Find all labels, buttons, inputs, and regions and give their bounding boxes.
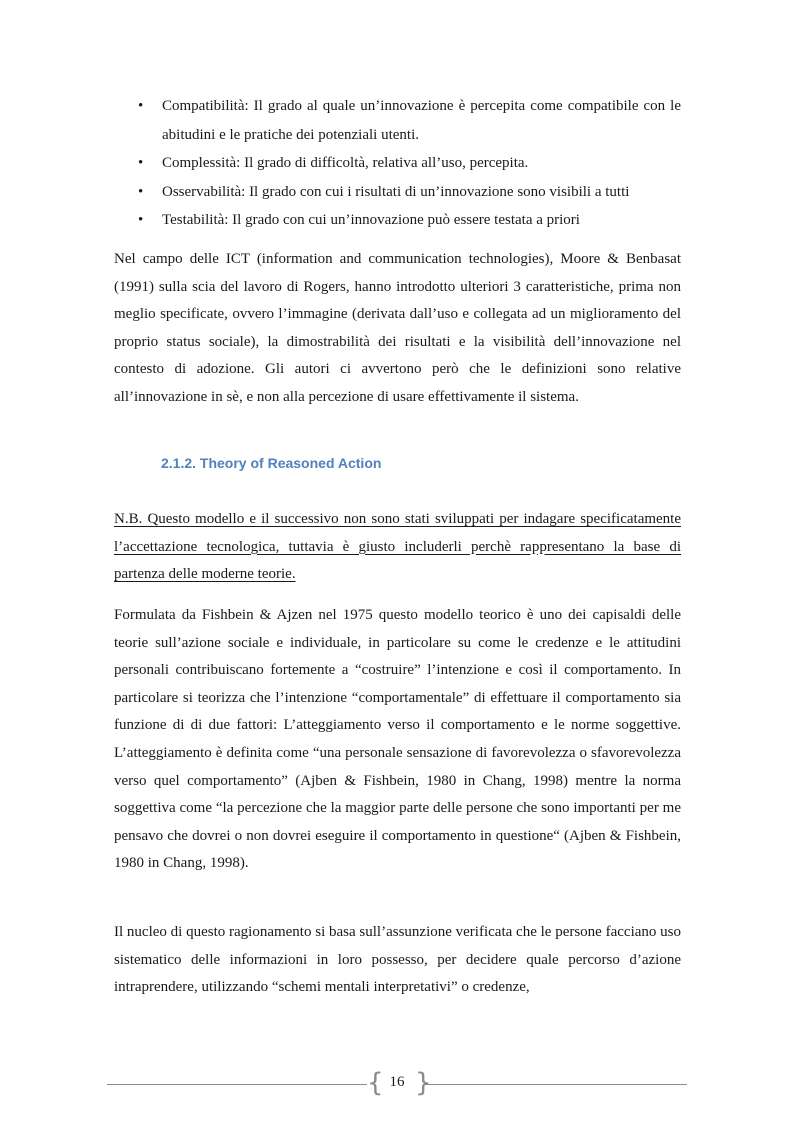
list-item: • Osservabilità: Il grado con cui i risultati di un’innovazione sono visibili a tutti [114, 178, 681, 207]
section-heading: 2.1.2. Theory of Reasoned Action [161, 455, 382, 471]
bullet-icon: • [138, 212, 144, 228]
paragraph-nucleo: Il nucleo di questo ragionamento si basa sull’assunzione verificata che le persone facciano uso sistematico delle informazioni in loro possesso, per decidere quale percorso d’azione intraprendere, utilizzando “schemi mentali interpretativi” o credenze, [114, 924, 681, 996]
footer-rule-left [107, 1084, 367, 1085]
nb-note: N.B. Questo modello e il successivo non sono stati sviluppati per indagare specificatamente l’accettazione tecnologica, tuttavia è giusto includerli perchè rappresentano la base di partenza delle moderne teorie. [114, 511, 681, 583]
list-item: • Testabilità: Il grado con cui un’innovazione può essere testata a priori [114, 206, 681, 235]
bullet-icon: • [138, 98, 144, 114]
bullet-icon: • [138, 183, 144, 200]
list-item: • Compatibilità: Il grado al quale un’innovazione è percepita come compatibile con le abitudini e le pratiche dei potenziali utenti. [114, 92, 681, 149]
list-item: • Complessità: Il grado di difficoltà, relativa all’uso, percepita. [114, 149, 681, 178]
footer-rule-right [425, 1084, 687, 1085]
bullet-icon: • [138, 155, 144, 171]
left-brace-icon: { [367, 1068, 384, 1098]
paragraph-fishbein: Formulata da Fishbein & Ajzen nel 1975 questo modello teorico è uno dei capisaldi delle teorie sull’azione sociale e individuale, in particolare su come le credenze e le attitudini personali contribuiscano fortemente a “costruire” l’intenzione e così il comportamento. In particolare si teorizza che l’intenzione “comportamentale” di effettuare il comportamento sia funzione di di due fattori: L’atteggiamento verso il comportamento e le norme soggettive. L’atteggiamento è definita come “una personale sensazione di favorevolezza o sfavorevolezza verso quel comportamento” (Ajben & Fishbein, 1980 in Chang, 1998) mentre la norma soggettiva come “la percezione che la maggior parte delle persone che sono importanti per me pensavo che dovrei o non dovrei eseguire il comportamento in questione“ (Ajben & Fishbein, 1980 in Chang, 1998). [114, 607, 681, 872]
page-number: 16 [389, 1074, 405, 1090]
right-brace-icon: } [415, 1068, 432, 1098]
paragraph-ict: Nel campo delle ICT (information and communication technologies), Moore & Benbasat (1991) sulla scia del lavoro di Rogers, hanno introdotto ulteriori 3 caratteristiche, prima non meglio specificate, ovvero l’immagine (derivata dall’uso e collegata ad un miglioramento del proprio status sociale), la dimostrabilità dei risultati e la visibilità dell’innovazione nel contesto di adozione. Gli autori ci avvertono però che le definizioni sono relative all’innovazione in sè, e non alla percezione di usare effettivamente il sistema. [114, 251, 681, 405]
page-footer [107, 1070, 687, 1100]
bullet-list [114, 92, 681, 235]
